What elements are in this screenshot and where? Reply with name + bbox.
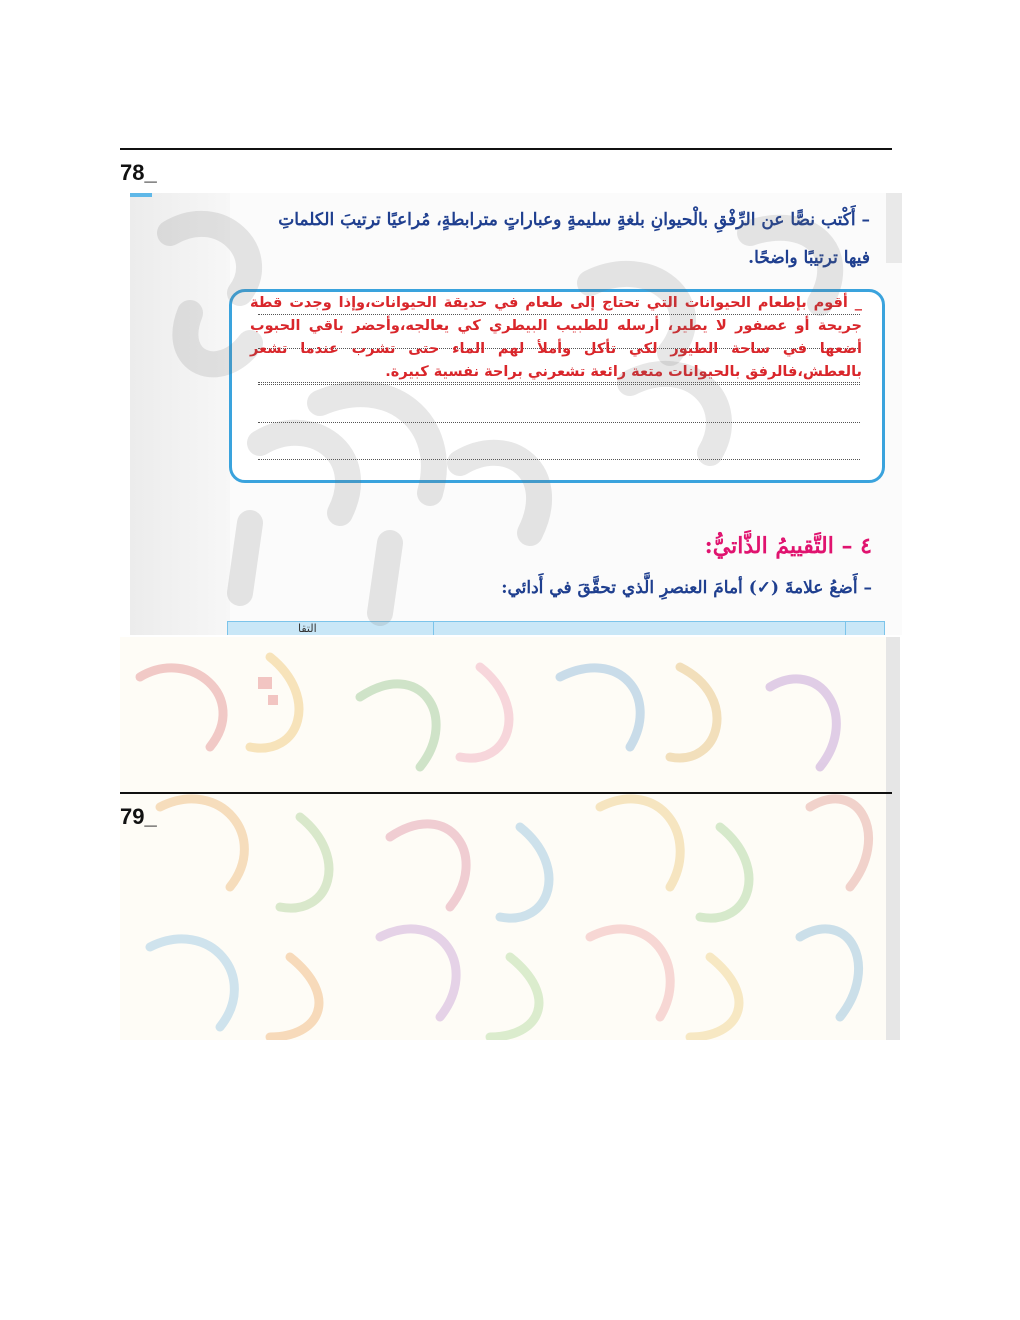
page-number-78: 78_: [120, 160, 157, 185]
self-assessment-instruction: – أَضعُ علامةَ (✓) أمامَ العنصرِ الَّذي تحقَّقَ في أَدائي:: [501, 578, 872, 598]
scan-accent-bar: [130, 193, 152, 197]
answer-dotted-line: [258, 459, 860, 460]
instruction-line-2: فيها ترتيبًا واضحًا.: [748, 248, 870, 268]
handwritten-answer: _ أقوم بإطعام الحيوانات التي تحتاج إلى طعام في حديقة الحيوانات،وإذا وجدت قطة جريحة أو عصفور لا يطير، أرسله للطبيب البيطري كي يعالجه،وأحضر باقي الحبوب أضعها في ساحة الطيور لكي تأكل وأملأ لهم الماء حتى تشرب عندما تشعر بالعطش،فالرفق بالحيوانات متعة رائعة تشعرني براحة نفسية كبيرة.: [250, 295, 862, 380]
writing-instruction: [210, 201, 870, 277]
answer-box: [229, 289, 885, 483]
page-bottom-rule: [120, 792, 892, 794]
table-header-divider: [433, 622, 434, 635]
textbook-scan-page-78: [130, 193, 902, 635]
assessment-table-header: [227, 621, 885, 635]
page-top-rule: [120, 148, 892, 150]
scan-right-strip: [886, 193, 902, 263]
table-header-label: التقا: [298, 622, 317, 635]
decorative-letters-background: [120, 637, 900, 1040]
textbook-scan-page-79: [120, 637, 900, 1040]
answer-dotted-line: [258, 422, 860, 423]
self-assessment-title: ٤ – التَّقييمُ الذَّاتيُّ:: [704, 533, 872, 559]
page-number-79: 79_: [120, 804, 157, 829]
instruction-line-1: – أَكْتب نصًّا عن الرِّفْقِ بالْحيوانِ بلغةٍ سليمةٍ وعباراتٍ مترابطةٍ، مُراعيًا ترتيبَ الكلماتِ: [278, 210, 870, 230]
answer-dotted-line: [258, 384, 860, 385]
table-header-cell: [845, 622, 884, 635]
